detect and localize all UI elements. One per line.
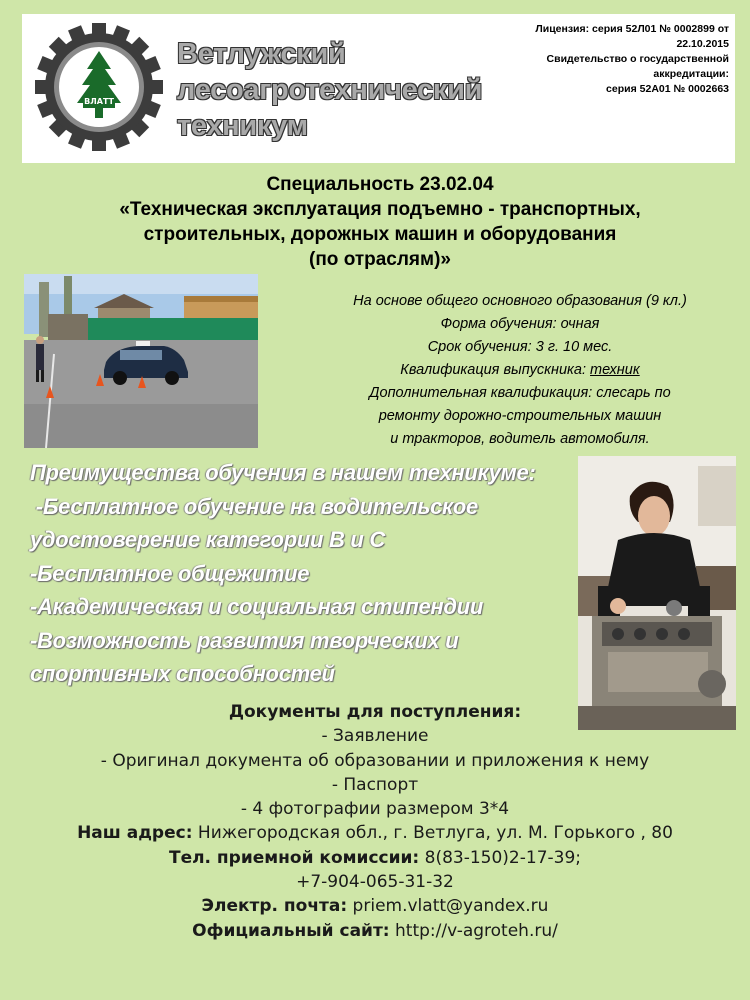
phone-secondary: +7-904-065-31-32 [296,872,454,893]
address-value: Нижегородская обл., г. Ветлуга, ул. М. Горького , 80 [192,823,673,844]
license-line: Свидетельство о государственной [546,53,729,65]
specialty-line: «Техническая эксплуатация подъемно - транспортных, [119,199,641,220]
institution-name-line: лесоагротехнический [177,74,483,106]
document-item: - Паспорт [331,774,419,795]
documents-title: Документы для поступления: [228,702,522,722]
institution-name-line: Ветлужский [177,38,346,70]
advantage-item: спортивных способностей [30,661,335,686]
email-link[interactable]: priem.vlatt@yandex.ru [347,896,549,917]
advantage-item: -Академическая и социальная стипендии [30,594,483,619]
study-qualification [300,359,740,382]
license-line: аккредитации: [653,68,729,80]
student-workshop-photo [578,456,736,730]
license-line: Лицензия: серия 52Л01 № 0002899 от [535,23,729,35]
specialty-title [60,172,700,272]
qualification-label: Квалификация выпускника: [400,362,591,378]
advantage-item: удостоверение категории В и С [30,527,385,552]
additional-qualification-line: Дополнительная квалификация: слесарь по [369,385,671,401]
institution-name-line: техникум [177,110,308,142]
study-duration: Срок обучения: 3 г. 10 мес. [427,339,613,355]
specialty-line: (по отраслям)» [309,249,451,270]
specialty-line: Специальность 23.02.04 [266,174,494,195]
advantages-title: Преимущества обучения в нашем техникуме: [30,460,536,485]
additional-qualification-line: ремонту дорожно-строительных машин [378,408,662,424]
document-item: - Заявление [321,726,429,747]
college-logo-icon [34,22,164,152]
advantage-item: -Возможность развития творческих и [30,627,459,653]
phone-value: 8(83-150)2-17-39; [419,847,582,868]
advantages-list [30,456,575,691]
license-info [477,22,729,97]
header-banner [22,14,735,163]
specialty-line: строительных, дорожных машин и оборудования [143,224,617,245]
address [10,821,740,845]
advantage-item: -Бесплатное общежитие [30,560,310,586]
website [10,919,740,943]
study-basis: На основе общего основного образования (9 кл.) [353,293,687,309]
driving-training-photo [24,274,258,448]
address-label: Наш адрес: [77,823,193,844]
additional-qualification-line: и тракторов, водитель автомобиля. [390,431,650,447]
email [10,894,740,918]
document-item: - Оригинал документа об образовании и приложения к нему [100,750,650,771]
phone [10,846,740,870]
website-label: Официальный сайт: [192,920,390,941]
phone-label: Тел. приемной комиссии: [168,847,420,868]
website-link[interactable]: http://v-agroteh.ru/ [389,920,558,941]
license-line: 22.10.2015 [676,38,729,50]
study-form: Форма обучения: очная [440,316,600,332]
document-item: - 4 фотографии размером 3*4 [240,799,510,820]
qualification-value: техник [590,362,640,378]
institution-name [177,36,497,144]
admission-info [10,700,740,943]
email-label: Электр. почта: [201,896,348,917]
logo-text: ВЛАТТ [84,97,114,106]
advantage-item: -Бесплатное обучение на водительское [30,493,478,519]
license-line: серия 52А01 № 0002663 [606,83,729,95]
study-info [300,290,740,451]
